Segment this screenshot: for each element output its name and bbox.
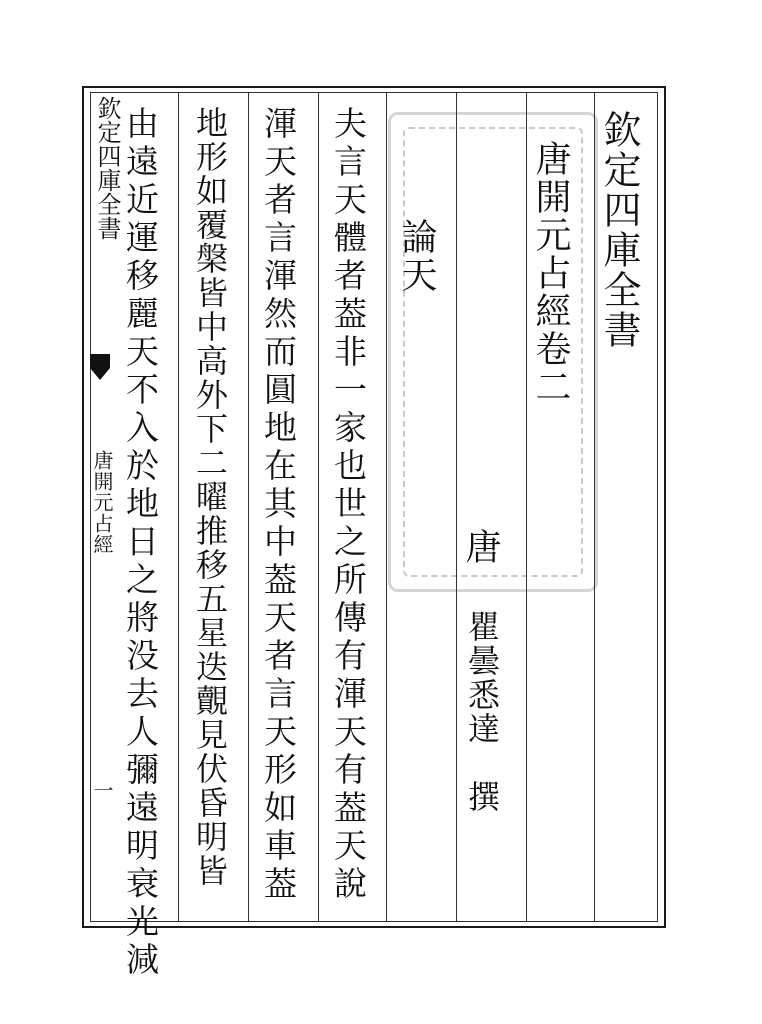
- column-rule: [248, 92, 249, 922]
- column-rule: [318, 92, 319, 922]
- margin-book-title: 欽定四庫全書: [93, 96, 121, 240]
- fish-tail-mark-icon: [88, 352, 112, 382]
- body-line-4: 由遠近運移麗天不入於地日之將没去人彌遠明衰光減: [121, 106, 160, 980]
- column-rule: [386, 92, 387, 922]
- book-title: 欽定四庫全書: [597, 110, 641, 350]
- body-line-3: 地形如覆槃皆中高外下二曜推移五星迭覿見伏昏明皆: [191, 106, 229, 888]
- margin-page-number: 一: [90, 780, 114, 801]
- body-line-1: 夫言天體者葢非一家也世之所傳有渾天有葢天說: [329, 106, 368, 904]
- section-heading: 論天: [396, 218, 437, 294]
- work-title: 唐開元占經卷二: [530, 140, 571, 406]
- author-dynasty: 唐: [460, 528, 501, 566]
- author-role: 撰: [463, 780, 501, 814]
- column-rule: [178, 92, 179, 922]
- author-name: 瞿曇悉達: [463, 610, 501, 746]
- body-line-2: 渾天者言渾然而圓地在其中葢天者言天形如車葢: [259, 106, 298, 904]
- margin-book-label: 唐開元占經: [90, 450, 114, 555]
